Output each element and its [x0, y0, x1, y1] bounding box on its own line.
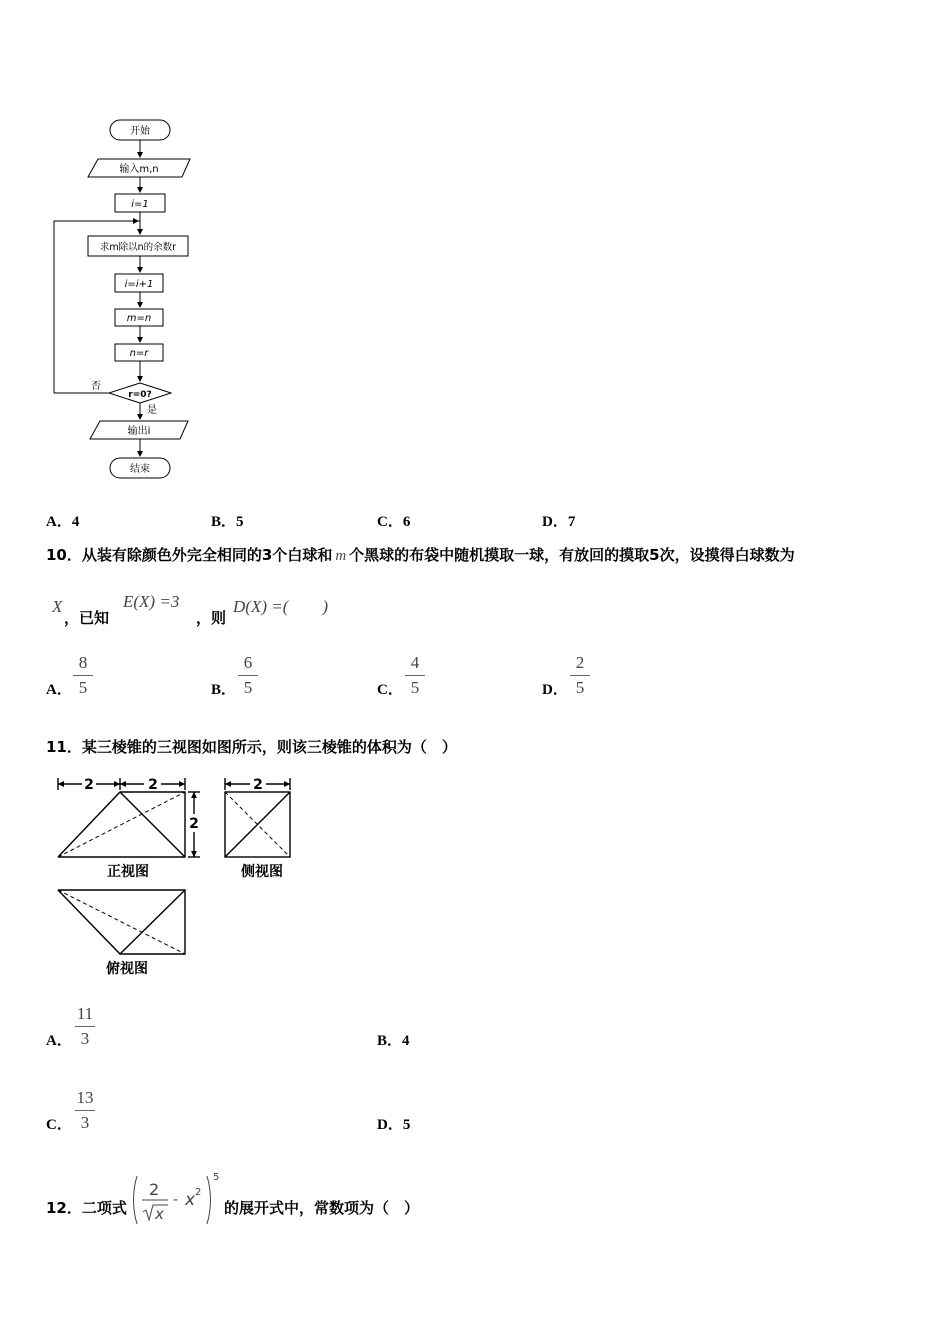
q11-option-a-fraction[interactable]: 11 3 — [76, 1004, 94, 1048]
q12-x: x — [185, 1190, 196, 1210]
q10-dx: D(X) =( ) — [233, 597, 329, 616]
q9-option-d[interactable]: D．7 — [542, 514, 576, 530]
no-label: 否 — [91, 381, 101, 392]
q9-option-b[interactable]: B．5 — [211, 514, 244, 530]
q9-option-c[interactable]: C．6 — [377, 514, 411, 530]
q11-option-c-fraction[interactable]: 13 3 — [76, 1088, 94, 1132]
q10-option-b-fraction[interactable]: 6 5 — [236, 652, 260, 699]
q10-known: ，已知 — [64, 609, 110, 627]
q12-numerator: 2 — [149, 1180, 160, 1199]
increment-label: i=i+1 — [124, 279, 154, 290]
flowchart — [40, 110, 220, 490]
q11-option-c-label[interactable]: C． — [46, 1117, 72, 1133]
side-width: 2 — [253, 777, 263, 793]
input-label: 输入m,n — [119, 164, 159, 175]
start-label: 开始 — [130, 126, 150, 137]
q12-inner-exp: 2 — [195, 1187, 202, 1198]
q12-minus: - — [173, 1192, 179, 1208]
yes-label: 是 — [147, 405, 157, 416]
three-views-figure — [50, 772, 300, 982]
q10-var-x: X — [52, 597, 63, 616]
q10-option-b-label[interactable]: B． — [211, 682, 237, 698]
front-view-label: 正视图 — [107, 864, 149, 880]
side-view-label: 侧视图 — [241, 864, 283, 880]
output-label: 输出i — [127, 426, 151, 437]
q12-suffix: 的展开式中，常数项为（ ） — [224, 1199, 420, 1217]
q10-option-c-label[interactable]: C． — [377, 682, 403, 698]
q11-option-a-label[interactable]: A． — [46, 1033, 72, 1049]
front-height: 2 — [189, 816, 199, 832]
q11-option-d[interactable]: D．5 — [377, 1117, 411, 1133]
q10-text-part2: 个黑球的布袋中随机摸取一球，有放回的摸取5次，设摸得白球数为 — [349, 546, 795, 564]
q12-prefix: 12．二项式 — [46, 1199, 127, 1217]
q11-stem: 11．某三棱锥的三视图如图所示，则该三棱锥的体积为（ ） — [46, 738, 457, 756]
q12-outer-exp: 5 — [213, 1172, 220, 1183]
q10-option-c-fraction[interactable]: 4 5 — [403, 652, 427, 699]
init-label: i=1 — [131, 199, 149, 210]
q10-option-a-fraction[interactable]: 8 5 — [71, 652, 95, 699]
decision-label: r=0? — [128, 390, 152, 400]
assign-m-label: m=n — [126, 313, 152, 324]
front-width-left: 2 — [84, 777, 94, 793]
q11-option-b[interactable]: B．4 — [377, 1033, 410, 1049]
q12-binomial-expression — [128, 1168, 223, 1230]
q10-then: ，则 — [196, 609, 227, 627]
q10-text-part1: 10．从装有除颜色外完全相同的3个白球和 — [46, 546, 333, 564]
end-label: 结束 — [130, 464, 150, 475]
assign-n-label: n=r — [129, 348, 149, 359]
q9-option-a[interactable]: A．4 — [46, 514, 80, 530]
q10-var-m: m — [335, 548, 347, 564]
top-view-label: 俯视图 — [106, 961, 148, 977]
q10-stem — [46, 544, 795, 565]
remainder-label: 求m除以n的余数r — [99, 242, 177, 253]
q10-option-d-fraction[interactable]: 2 5 — [568, 652, 592, 699]
q10-ex: E(X) =3 — [123, 592, 180, 611]
q12-radicand: x — [155, 1205, 164, 1223]
q10-option-a-label[interactable]: A． — [46, 682, 72, 698]
front-width-right: 2 — [148, 777, 158, 793]
q10-option-d-label[interactable]: D． — [542, 682, 568, 698]
